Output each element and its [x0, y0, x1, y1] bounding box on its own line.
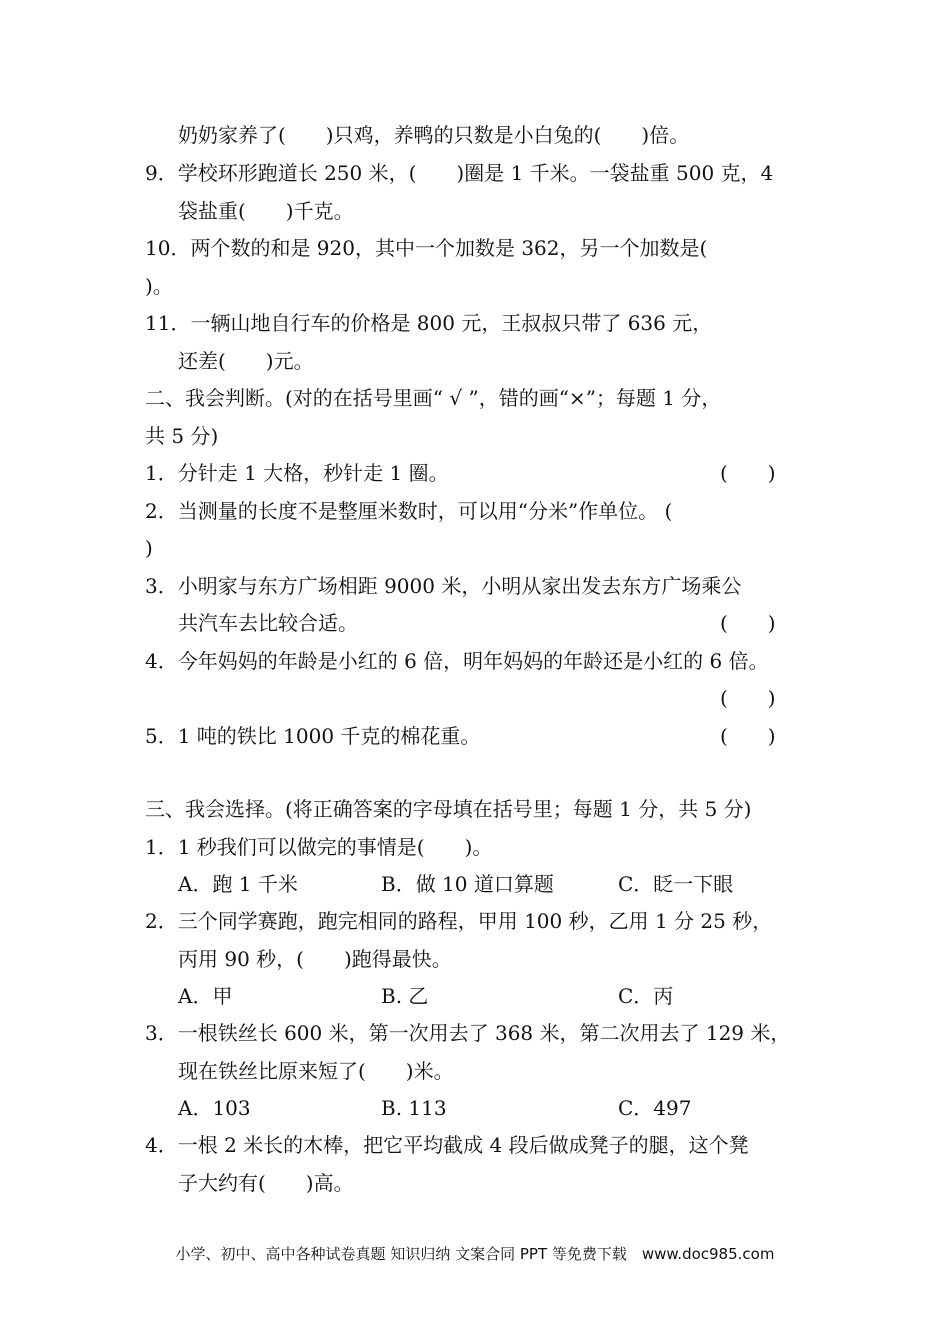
question-9: 9．学校环形跑道长 250 米，( )圈是 1 千米。一袋盐重 500 克，4 — [145, 161, 774, 185]
judge-1: 1．分针走 1 大格，秒针走 1 圈。 — [145, 461, 449, 485]
judge-3-cont: 共汽车去比较合适。 — [178, 611, 358, 635]
choice-2-option-a: A．甲 — [178, 984, 233, 1008]
choice-1-option-a: A．跑 1 千米 — [178, 872, 298, 896]
choice-4-cont: 子大约有( )高。 — [178, 1171, 354, 1195]
section-two-heading-cont: 共 5 分) — [145, 424, 219, 448]
question-11: 11．一辆山地自行车的价格是 800 元，王叔叔只带了 636 元， — [145, 311, 713, 335]
choice-4: 4．一根 2 米长的木棒，把它平均截成 4 段后做成凳子的腿，这个凳 — [145, 1133, 749, 1157]
section-two-heading: 二、我会判断。(对的在括号里画“ √ ”，错的画“×”；每题 1 分， — [145, 386, 722, 410]
question-10: 10．两个数的和是 920，其中一个加数是 362，另一个加数是( — [145, 236, 708, 260]
judge-2-cont: ) — [145, 536, 153, 560]
choice-2-option-b: B. 乙 — [381, 984, 429, 1008]
page-footer: 小学、初中、高中各种试卷真题 知识归纳 文案合同 PPT 等免费下载 www.doc985.com — [175, 1245, 775, 1263]
question-10-cont: )。 — [145, 274, 173, 298]
judge-2: 2．当测量的长度不是整厘米数时，可以用“分米”作单位。 ( — [145, 499, 673, 523]
choice-3-cont: 现在铁丝比原来短了( )米。 — [178, 1059, 454, 1083]
choice-1-option-c: C．眨一下眼 — [618, 872, 734, 896]
judge-5: 5．1 吨的铁比 1000 千克的棉花重。 — [145, 724, 481, 748]
judge-4: 4．今年妈妈的年龄是小红的 6 倍，明年妈妈的年龄还是小红的 6 倍。 — [145, 649, 769, 673]
choice-3-option-c: C．497 — [618, 1096, 692, 1120]
answer-paren: ( ) — [720, 611, 776, 635]
question-9-cont: 袋盐重( )千克。 — [178, 199, 354, 223]
choice-3: 3．一根铁丝长 600 米，第一次用去了 368 米，第二次用去了 129 米， — [145, 1021, 791, 1045]
choice-1: 1．1 秒我们可以做完的事情是( )。 — [145, 835, 493, 859]
question-11-cont: 还差( )元。 — [178, 349, 314, 373]
text-line: 奶奶家养了( )只鸡，养鸭的只数是小白兔的( )倍。 — [178, 123, 690, 147]
answer-paren: ( ) — [720, 461, 776, 485]
judge-3: 3．小明家与东方广场相距 9000 米，小明从家出发去东方广场乘公 — [145, 574, 742, 598]
choice-3-option-a: A．103 — [178, 1096, 251, 1120]
answer-paren: ( ) — [720, 724, 776, 748]
section-three-heading: 三、我会选择。(将正确答案的字母填在括号里；每题 1 分，共 5 分) — [145, 797, 752, 821]
choice-2-cont: 丙用 90 秒，( )跑得最快。 — [178, 947, 452, 971]
choice-1-option-b: B．做 10 道口算题 — [381, 872, 554, 896]
choice-2: 2．三个同学赛跑，跑完相同的路程，甲用 100 秒，乙用 1 分 25 秒， — [145, 909, 773, 933]
answer-paren: ( ) — [720, 686, 776, 710]
choice-2-option-c: C．丙 — [618, 984, 674, 1008]
choice-3-option-b: B. 113 — [381, 1096, 447, 1120]
